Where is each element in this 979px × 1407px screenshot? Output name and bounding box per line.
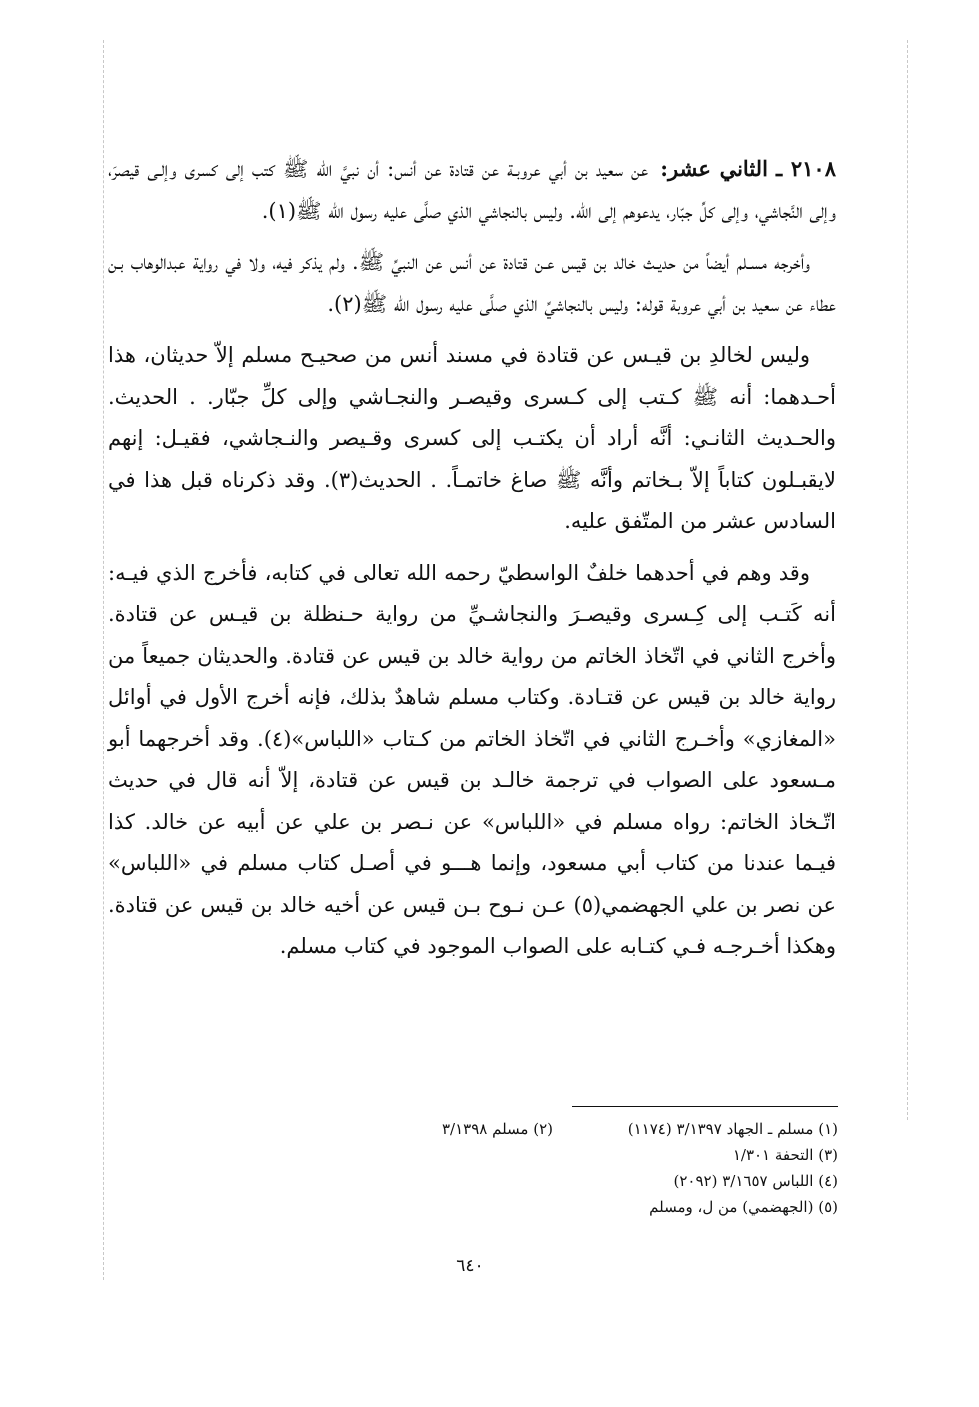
footnote-3: (٣) التحفة ١/٣٠١ xyxy=(732,1146,838,1164)
scan-guide-line-right xyxy=(907,40,908,1120)
footnote-4: (٤) اللباس ٣/١٦٥٧ (٢٠٩٢) xyxy=(673,1172,838,1190)
paragraph-wahm-khalaf: وقد وهم في أحدهما خلفٌ الواسطيّ رحمه الله تعالى في كتابه، فأخرج الذي فيـه: أنه كَتـب إلى كِـسرى وقيصـرَ والنجاشـيِّ من رواية حـنظلة بن قيـس عن قتادة. وأخرج الثاني في اتّخاذ الخاتم من رواية خالد بن قيس عن قتادة. والحديثان جميعاً من رواية خالد بن قيس عن قتـادة. وكتاب مسلم شاهدٌ بذلك، فإنه أخرج الأول في أوائل «المغازي» وأخـرج الثاني في اتّخاذ الخاتم من كـتاب «اللباس»(٤). وقد أخرجهما أبو مـسعود على الصواب في ترجمة خالـد بن قيس عن قتادة، إلاّ أنه قال في حديث اتّـخاذ الخاتم: رواه مسلم في «اللباس» عن نـصر بن علي عن أبيه عن خالد. كذا فيـما عندنا من كتاب أبي مسعود، وإنما هـــو في أصـل كتاب مسلم في «اللباس» عن نصر بن علي الجهضمي(٥) عـن نـوح بـن قيس عن أخيه خالد بن قيس عن قتادة. وهكذا أخـرجـه فـي كتـابه على الصواب الموجود في كتاب مسلم. xyxy=(108,560,836,958)
footnote-row xyxy=(300,1116,838,1142)
footnote-5: (٥) (الجهضمي) من ل، ومسلم xyxy=(649,1198,838,1216)
paragraph-hadith-2108 xyxy=(108,148,836,232)
footnote-2: (٢) مسلم ٣/١٣٩٨ xyxy=(441,1120,553,1138)
footnote-1: (١) مسلم ـ الجهاد ٣/١٣٩٧ (١١٧٤) xyxy=(627,1120,838,1138)
hadith-number: ٢١٠٨ ـ xyxy=(776,156,836,181)
paragraph-muslim-takhrij: وأخرجه مسـلم أيضاً من حديـث خالد بن قيس عـن قتادة عن أنس عن النبيِّ ﷺ. ولم يذكر فيه، ولا في رواية عبدالوهاب بـن عطاء عن سعيد بن أبي عروبة قوله: وليس بالنجاشيِّ الذي صلَّى عليه رسول الله ﷺ(٢). xyxy=(108,250,836,316)
footnote-row xyxy=(300,1168,838,1194)
scan-guide-line-left xyxy=(103,40,104,1280)
main-body-text xyxy=(108,148,836,978)
hadith-text: عن سعيد بن أبي عروبـة عن قتادة عن أنس: أن نبيَّ الله ﷺ كتب إلى كسرى وإلـى قيصرَ، وإلى النَّجاشي، وإلى كلِّ جبّار، يدعوهم إلى الله. وليس بالنجاشي الذي صلَّى عليه رسول الله ﷺ(١). xyxy=(108,157,836,223)
footnote-row xyxy=(300,1142,838,1168)
footnote-separator xyxy=(572,1106,838,1107)
page-number: ٦٤٠ xyxy=(456,1256,484,1276)
footnote-row xyxy=(300,1194,838,1220)
footnotes xyxy=(300,1116,838,1220)
paragraph-khalid-hadiths: وليس لخالدِ بن قيـس عن قتادة في مسند أنس من صحيـح مسلم إلاّ حديثان، هذا أحـدهما: أنه ﷺ كـتب إلى كـسرى وقيصـر والنجـاشي وإلى كلِّ جبّار. . الحديث. والحـديث الثانـي: أنَّه أراد أن يكتـب إلى كسرى وقـيصر والنـجاشي، فقيـل: إنهم لايقبـلون كتاباً إلاّ بـخاتم وأنَّه ﷺ صاغ خاتمـاً. . الحديث(٣). وقد ذكرناه قبل هذا في السادس عشر من المتّفق عليه. xyxy=(108,343,836,533)
hadith-heading: الثاني عشر: xyxy=(660,156,768,181)
